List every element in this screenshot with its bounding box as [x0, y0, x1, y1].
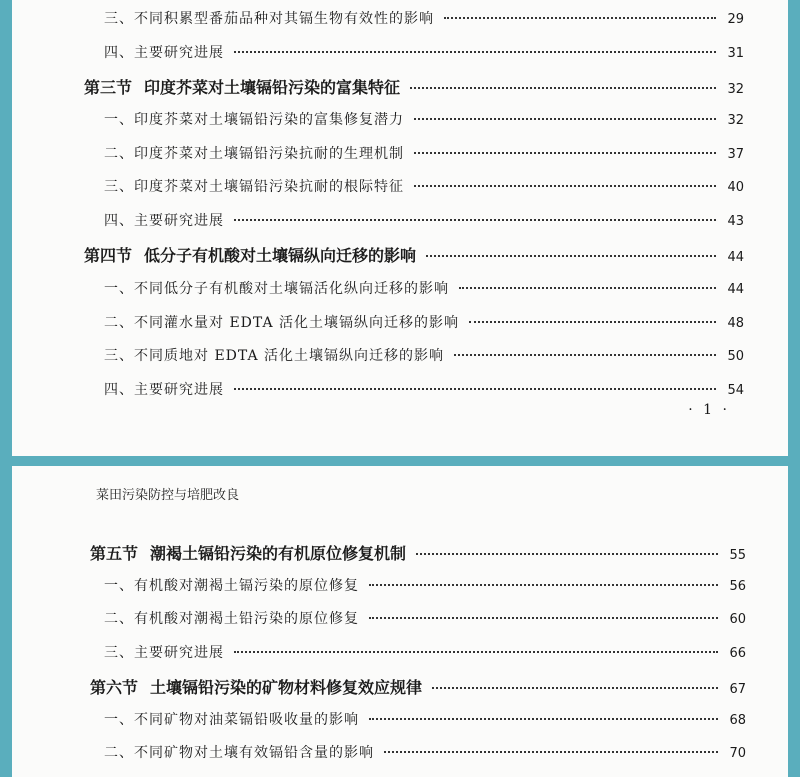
toc-page-lower [12, 466, 788, 777]
toc-entry-page: 67 [729, 682, 746, 697]
dot-leader [459, 287, 716, 289]
dot-leader [426, 255, 716, 257]
toc-entry-page: 55 [729, 548, 746, 563]
toc-entry-title: 一、有机酸对潮褐土镉污染的原位修复 [104, 578, 359, 594]
toc-entry-title: 三、主要研究进展 [104, 645, 224, 661]
dot-leader [369, 584, 718, 586]
toc-entry-title: 三、印度芥菜对土壤镉铅污染抗耐的根际特征 [104, 179, 404, 195]
toc-entry-title: 四、主要研究进展 [104, 45, 224, 61]
toc-entry-title: 四、主要研究进展 [104, 213, 224, 229]
toc-entry-page: 44 [727, 250, 744, 265]
dot-leader [469, 321, 716, 323]
toc-entry-page: 32 [727, 82, 744, 97]
toc-entry[interactable] [104, 42, 744, 62]
toc-entry-page: 68 [729, 713, 746, 728]
toc-section-number: 第六节 [90, 678, 139, 697]
toc-entry[interactable] [104, 8, 744, 28]
toc-entry-title: 一、不同低分子有机酸对土壤镉活化纵向迁移的影响 [104, 281, 449, 297]
toc-entry-title: 二、不同灌水量对 EDTA 活化土壤镉纵向迁移的影响 [104, 315, 460, 331]
toc-entry-page: 37 [727, 147, 744, 162]
dot-leader [410, 87, 716, 89]
dot-leader [414, 185, 716, 187]
toc-entry-page: 70 [729, 746, 746, 761]
toc-entry-title: 四、主要研究进展 [104, 382, 224, 398]
toc-entry-title: 一、不同矿物对油菜镉铅吸收量的影响 [104, 712, 359, 728]
dot-leader [234, 51, 716, 53]
dot-leader [234, 388, 716, 390]
toc-entry-page: 50 [727, 349, 744, 364]
toc-section[interactable] [90, 675, 746, 698]
toc-entry-title: 三、不同质地对 EDTA 活化土壤镉纵向迁移的影响 [104, 348, 445, 364]
dot-leader [432, 687, 718, 689]
toc-section-title: 低分子有机酸对土壤镉纵向迁移的影响 [144, 246, 417, 265]
toc-entry-title: 一、印度芥菜对土壤镉铅污染的富集修复潜力 [104, 112, 404, 128]
toc-entry-page: 56 [729, 579, 746, 594]
dot-leader [384, 751, 718, 753]
toc-entry-title: 二、有机酸对潮褐土铅污染的原位修复 [104, 611, 359, 627]
page-folio: · 1 · [688, 402, 730, 418]
toc-entry-page: 40 [727, 180, 744, 195]
toc-entry[interactable] [104, 210, 744, 230]
dot-leader [454, 354, 716, 356]
dot-leader [369, 718, 718, 720]
toc-entry[interactable] [104, 109, 744, 129]
dot-leader [369, 617, 718, 619]
toc-entry-title: 二、不同矿物对土壤有效镉铅含量的影响 [104, 745, 374, 761]
toc-entry[interactable] [104, 608, 746, 628]
toc-entry-page: 66 [729, 646, 746, 661]
dot-leader [416, 553, 718, 555]
running-header-book-title: 菜田污染防控与培肥改良 [96, 488, 240, 503]
toc-entry-page: 60 [729, 612, 746, 627]
toc-entry-page: 54 [727, 383, 744, 398]
toc-entry-title: 二、印度芥菜对土壤镉铅污染抗耐的生理机制 [104, 146, 404, 162]
toc-section-title: 印度芥菜对土壤镉铅污染的富集特征 [144, 78, 401, 97]
toc-entry[interactable] [104, 312, 744, 332]
toc-entry-title: 三、不同积累型番茄品种对其镉生物有效性的影响 [104, 11, 434, 27]
dot-leader [234, 219, 716, 221]
toc-section-number: 第三节 [84, 78, 133, 97]
dot-leader [414, 152, 716, 154]
toc-entry-page: 29 [727, 12, 744, 27]
toc-section-title: 潮褐土镉铅污染的有机原位修复机制 [150, 544, 407, 563]
toc-entry-page: 44 [727, 282, 744, 297]
toc-section[interactable] [84, 75, 744, 98]
toc-entry[interactable] [104, 278, 744, 298]
toc-entry[interactable] [104, 176, 744, 196]
toc-section-number: 第四节 [84, 246, 133, 265]
toc-section[interactable] [84, 243, 744, 266]
toc-entry[interactable] [104, 345, 744, 365]
toc-entry[interactable] [104, 575, 746, 595]
toc-entry-page: 48 [727, 316, 744, 331]
toc-entry-page: 31 [727, 46, 744, 61]
toc-entry-page: 32 [727, 113, 744, 128]
dot-leader [444, 17, 716, 19]
toc-entry-page: 43 [727, 214, 744, 229]
toc-section[interactable] [90, 541, 746, 564]
toc-entry[interactable] [104, 709, 746, 729]
toc-entry[interactable] [104, 642, 746, 662]
toc-entry[interactable] [104, 379, 744, 399]
toc-page-upper [12, 0, 788, 456]
toc-section-number: 第五节 [90, 544, 139, 563]
dot-leader [234, 651, 718, 653]
dot-leader [414, 118, 716, 120]
toc-entry[interactable] [104, 143, 744, 163]
toc-entry[interactable] [104, 742, 746, 762]
toc-section-title: 土壤镉铅污染的矿物材料修复效应规律 [150, 678, 423, 697]
